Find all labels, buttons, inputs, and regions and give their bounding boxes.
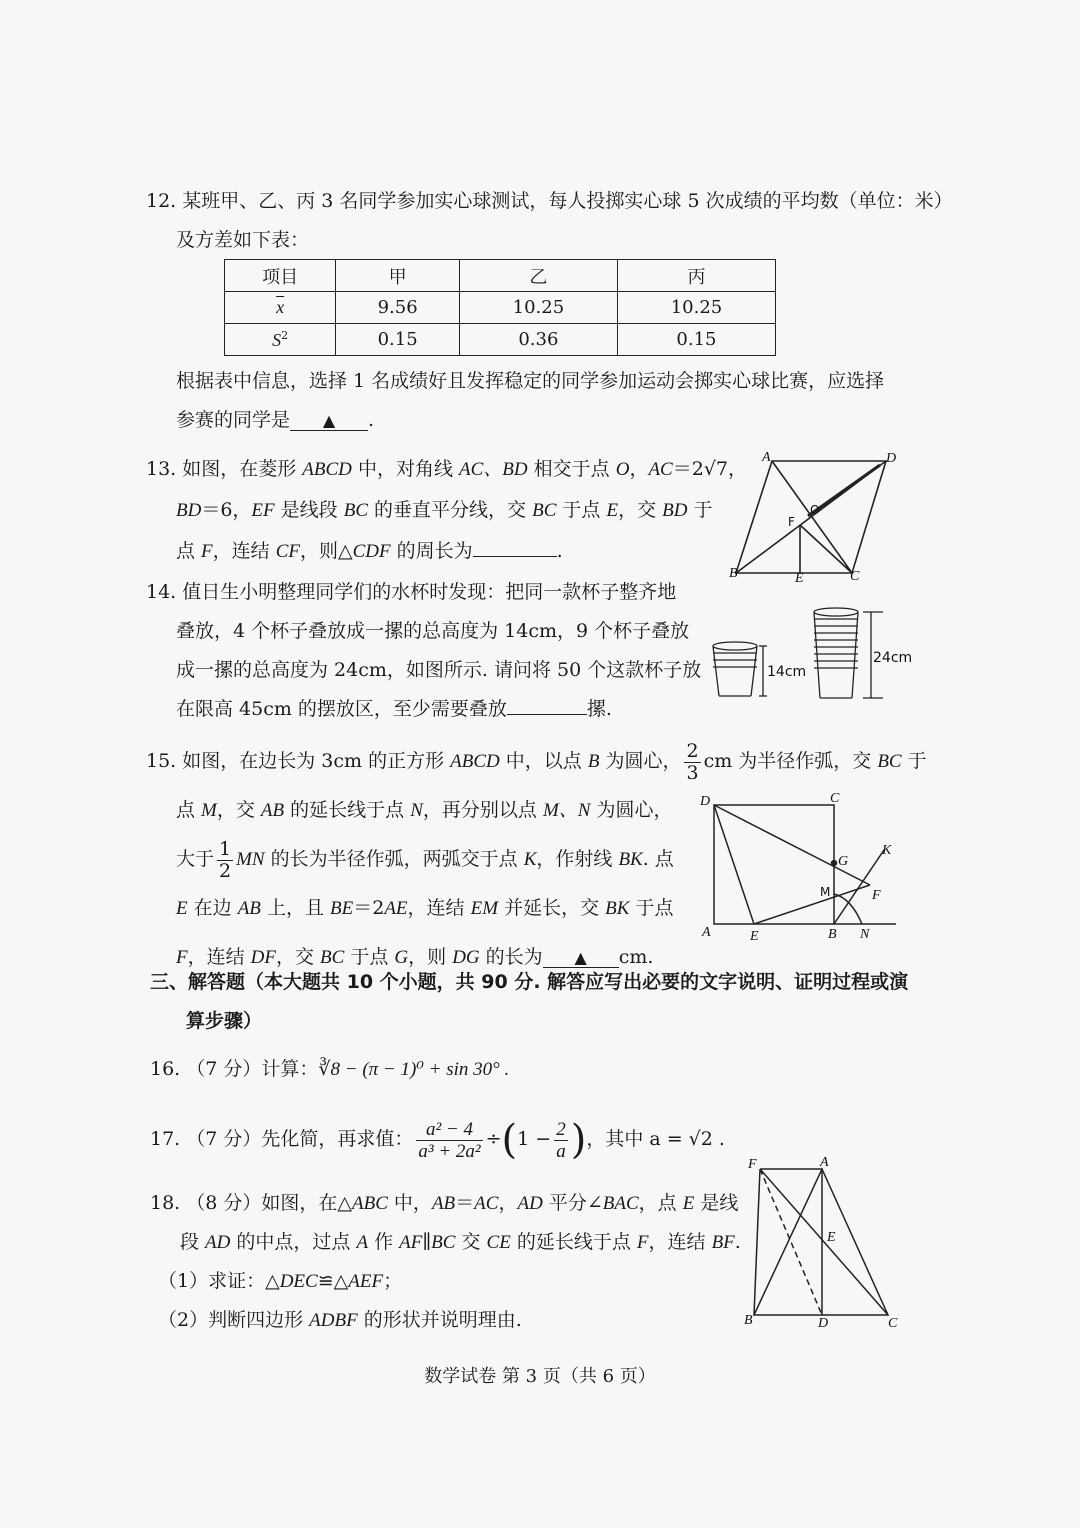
q15-text: 在边 (187, 897, 238, 919)
table-header-cell: 甲 (336, 260, 460, 292)
q12-text: 参赛的同学是 (176, 409, 291, 431)
question-12-cont (176, 362, 884, 440)
q18-var: BF (711, 1232, 735, 1253)
q14-text: 摞. (586, 698, 612, 720)
q18-part-2 (158, 1301, 741, 1340)
q13-var: ABCD (302, 459, 352, 480)
q13-text: 于 (687, 499, 713, 521)
q17-inner-fraction (554, 1120, 568, 1161)
fig-label-D: D (886, 451, 897, 466)
q17-main-fraction (416, 1120, 482, 1161)
q13-line-3 (146, 531, 747, 572)
q13-text: 的垂直平分线，交 (368, 499, 533, 521)
q15-var: E (176, 898, 188, 919)
q18-var: E (682, 1193, 695, 1214)
variance-symbol: S (272, 329, 282, 350)
q13-text: ，则△ (299, 540, 353, 562)
question-18 (150, 1184, 741, 1340)
q18-text: 中， (387, 1192, 432, 1214)
q17-inner: 1 − (517, 1128, 552, 1150)
q15-text: 的长为 (479, 946, 543, 968)
table-cell: 9.56 (336, 292, 460, 324)
q18-text: . (734, 1231, 741, 1253)
q15-text: ＝2 (353, 897, 385, 919)
question-17 (150, 1116, 725, 1162)
q15-text: 为圆心， (599, 750, 682, 772)
q18-var: ADBF (309, 1310, 358, 1331)
q15-text: 中，以点 (499, 750, 588, 772)
q15-text: 点 (176, 799, 202, 821)
fraction-one-half (217, 837, 233, 882)
table-header-cell: 项目 (225, 260, 336, 292)
q18-text: 18. （8 分）如图，在△ (150, 1192, 352, 1214)
section-3-title (150, 963, 908, 1041)
fig-label-D: D (700, 794, 711, 809)
q13-var: O (615, 459, 630, 480)
q13-text: ，连结 (212, 540, 276, 562)
q13-text: ，交 (618, 499, 663, 521)
frac-num: 2 (556, 1118, 566, 1140)
frac-num: 1 (219, 837, 232, 860)
q15-var: M、N (542, 800, 591, 821)
q15-var: BK (618, 849, 643, 870)
q15-text: 于点 (629, 897, 674, 919)
fig-label-F: F (788, 515, 795, 529)
q18-var: ABC (352, 1193, 388, 1214)
table-header-cell: 丙 (617, 260, 775, 292)
q18-text: （1）求证：△ (158, 1270, 280, 1292)
q15-text: ，再分别以点 (422, 799, 543, 821)
q13-text: . (556, 540, 563, 562)
q17-text: ，其中 a = √2 . (586, 1128, 725, 1150)
q18-triangle-figure (738, 1152, 908, 1332)
fig-label-E: E (750, 929, 759, 944)
q18-var: F (636, 1232, 649, 1253)
fig-label-C: C (830, 791, 840, 806)
q13-var: BC (343, 500, 369, 521)
q18-text: ，点 (638, 1192, 683, 1214)
fig-label-24cm: 24cm (873, 650, 913, 666)
q15-var: DG (452, 947, 480, 968)
fig-label-F: F (872, 888, 881, 903)
q13-var: AC (648, 459, 673, 480)
q18-var: AF∥BC (399, 1232, 456, 1253)
q18-var: AD (205, 1232, 231, 1253)
q18-var: DEC (279, 1271, 318, 1292)
table-header-row (225, 260, 776, 292)
q13-text: ＝6， (201, 499, 252, 521)
answer-blank (290, 411, 368, 431)
table-cell: 0.15 (617, 324, 775, 356)
q18-line-2 (150, 1223, 741, 1262)
fig-label-G: G (838, 854, 849, 869)
fig-label-A: A (702, 925, 711, 940)
q13-text: ， (629, 458, 649, 480)
q18-part-1 (158, 1262, 741, 1301)
q12-line-2: 及方差如下表： (176, 229, 310, 251)
q15-text: ，交 (216, 799, 261, 821)
q15-line-1 (146, 737, 927, 786)
q15-var: K (523, 849, 537, 870)
variance-label-cell (225, 324, 336, 356)
table-cell: 10.25 (459, 292, 617, 324)
fig-label-K: K (882, 843, 892, 858)
q17-text: 17. （7 分）先化简，再求值： (150, 1128, 414, 1150)
q15-var: AB (237, 898, 261, 919)
fig-label-E: E (795, 571, 804, 586)
q14-cups-figure (705, 598, 925, 708)
q13-var: E (606, 500, 619, 521)
q18-var: AEF (348, 1271, 384, 1292)
q13-text: 相交于点 (527, 458, 616, 480)
q18-var: A (356, 1232, 369, 1253)
q15-var: M (201, 800, 217, 821)
question-16 (150, 1050, 509, 1089)
fig-label-F: F (748, 1157, 757, 1172)
q15-var: BK (605, 898, 630, 919)
q15-text: ，连结 (407, 897, 471, 919)
q15-text: 为圆心， (590, 799, 673, 821)
q18-var: AC (474, 1193, 499, 1214)
table-row-mean (225, 292, 776, 324)
fig-label-E: E (827, 1230, 836, 1245)
q17-divide: ÷ (485, 1128, 502, 1150)
page-footer: 数学试卷 第 3 页（共 6 页） (424, 1366, 656, 1387)
table-cell: 0.36 (459, 324, 617, 356)
q18-text: ＝ (455, 1192, 475, 1214)
q15-text: . 点 (642, 848, 674, 870)
q13-var: F (201, 541, 213, 562)
q12-line-1: 12. 某班甲、乙、丙 3 名同学参加实心球测试，每人投掷实心球 5 次成绩的平均数（单位：米） (146, 190, 953, 212)
q15-text: 于 (901, 750, 927, 772)
q18-text: （2）判断四边形 (158, 1309, 310, 1331)
q13-line-2 (146, 490, 747, 531)
q18-var: BAC (602, 1193, 639, 1214)
frac-num: 2 (686, 739, 699, 762)
q15-text: ，交 (275, 946, 321, 968)
frac-num: a² − 4 (416, 1120, 482, 1141)
q18-text: 交 (455, 1231, 487, 1253)
q13-var: AC、BD (459, 459, 528, 480)
q18-text: 的形状并说明理由. (357, 1309, 522, 1331)
q18-text: 段 (180, 1231, 206, 1253)
mean-symbol: $\overline{x}$ (276, 297, 285, 317)
q13-text: 中，对角线 (351, 458, 459, 480)
q14-line-1: 14. 值日生小明整理同学们的水杯时发现：把同一款杯子整齐地 (146, 581, 677, 603)
frac-den: a³ + 2a² (418, 1140, 481, 1162)
q15-var: BC (320, 947, 345, 968)
q15-text: 15. 如图，在边长为 3cm 的正方形 (146, 750, 451, 772)
q18-var: AD (517, 1193, 543, 1214)
q18-text: 的中点，过点 (230, 1231, 357, 1253)
q18-text: 平分∠ (542, 1192, 603, 1214)
q14-line-2: 叠放，4 个杯子叠放成一摞的总高度为 14cm，9 个杯子叠放 (176, 620, 690, 642)
question-14 (146, 573, 701, 729)
fig-label-D: D (818, 1316, 829, 1331)
q12-text: . (368, 409, 375, 431)
q13-var: CDF (352, 541, 391, 562)
frac-den: 2 (219, 859, 232, 882)
q12-line-3: 根据表中信息，选择 1 名成绩好且发挥稳定的同学参加运动会掷实心球比赛，应选择 (176, 370, 885, 392)
q13-var: CF (275, 541, 300, 562)
q15-var: ABCD (450, 751, 500, 772)
q13-text: 13. 如图，在菱形 (146, 458, 303, 480)
q15-text: 于点 (344, 946, 395, 968)
fig-label-B: B (729, 566, 738, 581)
table-row-variance (225, 324, 776, 356)
q15-square-figure (698, 788, 908, 944)
fig-label-N: N (860, 927, 870, 942)
q15-text: cm. (618, 946, 654, 968)
table-header-cell: 乙 (459, 260, 617, 292)
q15-text: 并延长，交 (498, 897, 606, 919)
q15-text: 大于 (176, 848, 215, 870)
fig-label-O: O (810, 503, 820, 517)
fraction-two-thirds (684, 739, 700, 784)
fig-label-14cm: 14cm (767, 664, 807, 680)
q13-line-1 (146, 449, 747, 490)
fig-label-B: B (828, 927, 837, 942)
q18-text: 作 (368, 1231, 400, 1253)
q15-text: 的长为半径作弧，两弧交于点 (264, 848, 524, 870)
q18-line-1 (150, 1184, 741, 1223)
q15-var: AB (260, 800, 285, 821)
answer-blank (507, 714, 587, 715)
q14-line-3: 成一摞的总高度为 24cm，如图所示. 请问将 50 个这款杯子放 (176, 659, 702, 681)
q16-expression: ∛8 − (π − 1)⁰ + sin 30° . (318, 1059, 510, 1080)
q15-text: ，连结 (187, 946, 251, 968)
q13-var: BC (532, 500, 557, 521)
q15-var: G (394, 947, 409, 968)
q14-text: 在限高 45cm 的摆放区，至少需要叠放 (176, 698, 507, 720)
q15-text: cm 为半径作弧，交 (703, 750, 878, 772)
variance-sup: 2 (281, 328, 289, 342)
q18-var: CE (486, 1232, 511, 1253)
q13-text: ， (728, 458, 748, 480)
q15-var: EM (470, 898, 499, 919)
q15-var: BC (877, 751, 902, 772)
q15-var: BE (330, 898, 354, 919)
q15-text: 的延长线于点 (284, 799, 411, 821)
q15-var: N (410, 800, 423, 821)
q18-text: ，连结 (648, 1231, 712, 1253)
frac-den: a (556, 1140, 566, 1162)
table-cell: 0.15 (336, 324, 460, 356)
fig-label-M: M (820, 885, 831, 899)
fig-label-C: C (850, 569, 860, 584)
q13-var: BD (176, 500, 202, 521)
q15-var: MN (236, 849, 265, 870)
q18-text: ≌△ (317, 1270, 349, 1292)
question-12 (146, 182, 953, 260)
q13-text: 点 (176, 540, 202, 562)
q14-line-4 (146, 690, 701, 729)
q18-text: ， (498, 1192, 518, 1214)
fig-label-A: A (762, 450, 771, 465)
q13-text: ＝2 (672, 458, 704, 480)
q15-var: AE (384, 898, 408, 919)
q12-stats-table (224, 259, 776, 356)
triangle-icon: ▲ (322, 411, 336, 430)
q13-text: 于点 (556, 499, 607, 521)
q15-text: 上，且 (260, 897, 331, 919)
q15-text: ，作射线 (536, 848, 619, 870)
section-3-line-2: 算步骤） (186, 1010, 263, 1032)
question-13 (146, 449, 747, 572)
q13-text: 的周长为 (390, 540, 473, 562)
q15-var: B (587, 751, 600, 772)
frac-den: 3 (686, 761, 699, 784)
triangle-icon: ▲ (574, 948, 587, 967)
q13-sqrt: √7 (703, 458, 729, 480)
paren-open: ( (501, 1117, 518, 1163)
fig-label-C: C (888, 1316, 898, 1331)
table-cell: 10.25 (617, 292, 775, 324)
q15-var: DF (250, 947, 276, 968)
q18-text: 是线 (694, 1192, 739, 1214)
section-3-line-1: 三、解答题（本大题共 10 个小题，共 90 分. 解答应写出必要的文字说明、证明过程或演 (150, 971, 909, 993)
answer-blank (473, 556, 557, 557)
paren-close: ) (570, 1117, 587, 1163)
q13-rhombus-figure (728, 448, 908, 588)
fig-label-B: B (744, 1313, 753, 1328)
fig-label-A: A (820, 1155, 829, 1170)
q15-text: ，则 (408, 946, 453, 968)
q18-text: ； (383, 1270, 403, 1292)
q13-var: EF (251, 500, 275, 521)
q15-var: F (176, 947, 188, 968)
q16-text: 16. （7 分）计算： (150, 1058, 319, 1080)
q18-text: 的延长线于点 (510, 1231, 637, 1253)
q13-text: 是线段 (274, 499, 344, 521)
q13-var: BD (662, 500, 688, 521)
q12-line-4 (176, 401, 884, 440)
q18-var: AB (431, 1193, 456, 1214)
mean-label-cell (225, 292, 336, 324)
